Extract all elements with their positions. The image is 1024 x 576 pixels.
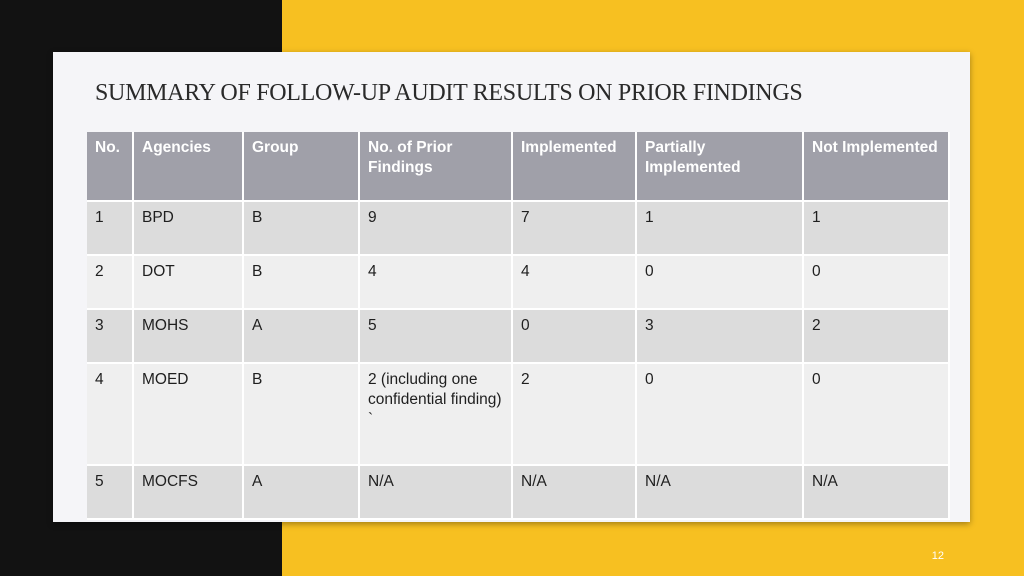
slide-title: SUMMARY OF FOLLOW-UP AUDIT RESULTS ON PRIOR FINDINGS: [95, 80, 803, 106]
table-row: [87, 255, 949, 309]
cell-no: 4: [87, 363, 133, 465]
cell-agency: DOT: [133, 255, 243, 309]
header-implemented: Implemented: [512, 132, 636, 201]
content-card: [53, 52, 970, 522]
audit-results-table: [87, 132, 950, 520]
cell-no: 5: [87, 465, 133, 519]
cell-partially-implemented: 0: [636, 255, 803, 309]
cell-no: 1: [87, 201, 133, 255]
cell-implemented: 7: [512, 201, 636, 255]
cell-prior-findings: 2 (including one confidential finding) `: [359, 363, 512, 465]
page-number: 12: [931, 550, 944, 562]
cell-implemented: 4: [512, 255, 636, 309]
header-group: Group: [243, 132, 359, 201]
cell-prior-findings: 5: [359, 309, 512, 363]
cell-agency: MOED: [133, 363, 243, 465]
cell-not-implemented: N/A: [803, 465, 949, 519]
header-not-implemented: Not Implemented: [803, 132, 949, 201]
cell-prior-findings: 9: [359, 201, 512, 255]
header-agencies: Agencies: [133, 132, 243, 201]
table-row: [87, 309, 949, 363]
table-header-row: [87, 132, 949, 201]
cell-not-implemented: 2: [803, 309, 949, 363]
cell-not-implemented: 1: [803, 201, 949, 255]
cell-partially-implemented: N/A: [636, 465, 803, 519]
cell-agency: MOCFS: [133, 465, 243, 519]
header-no: No.: [87, 132, 133, 201]
cell-prior-findings: N/A: [359, 465, 512, 519]
cell-prior-findings: 4: [359, 255, 512, 309]
cell-implemented: 2: [512, 363, 636, 465]
cell-partially-implemented: 0: [636, 363, 803, 465]
cell-not-implemented: 0: [803, 255, 949, 309]
cell-partially-implemented: 3: [636, 309, 803, 363]
cell-implemented: 0: [512, 309, 636, 363]
cell-not-implemented: 0: [803, 363, 949, 465]
cell-no: 2: [87, 255, 133, 309]
cell-partially-implemented: 1: [636, 201, 803, 255]
cell-agency: BPD: [133, 201, 243, 255]
cell-implemented: N/A: [512, 465, 636, 519]
table-row: [87, 201, 949, 255]
cell-group: B: [243, 255, 359, 309]
cell-group: A: [243, 465, 359, 519]
cell-group: B: [243, 201, 359, 255]
header-prior-findings: No. of Prior Findings: [359, 132, 512, 201]
table-row: [87, 465, 949, 519]
cell-agency: MOHS: [133, 309, 243, 363]
cell-group: A: [243, 309, 359, 363]
cell-group: B: [243, 363, 359, 465]
header-partially-implemented: Partially Implemented: [636, 132, 803, 201]
cell-no: 3: [87, 309, 133, 363]
table-row: [87, 363, 949, 465]
